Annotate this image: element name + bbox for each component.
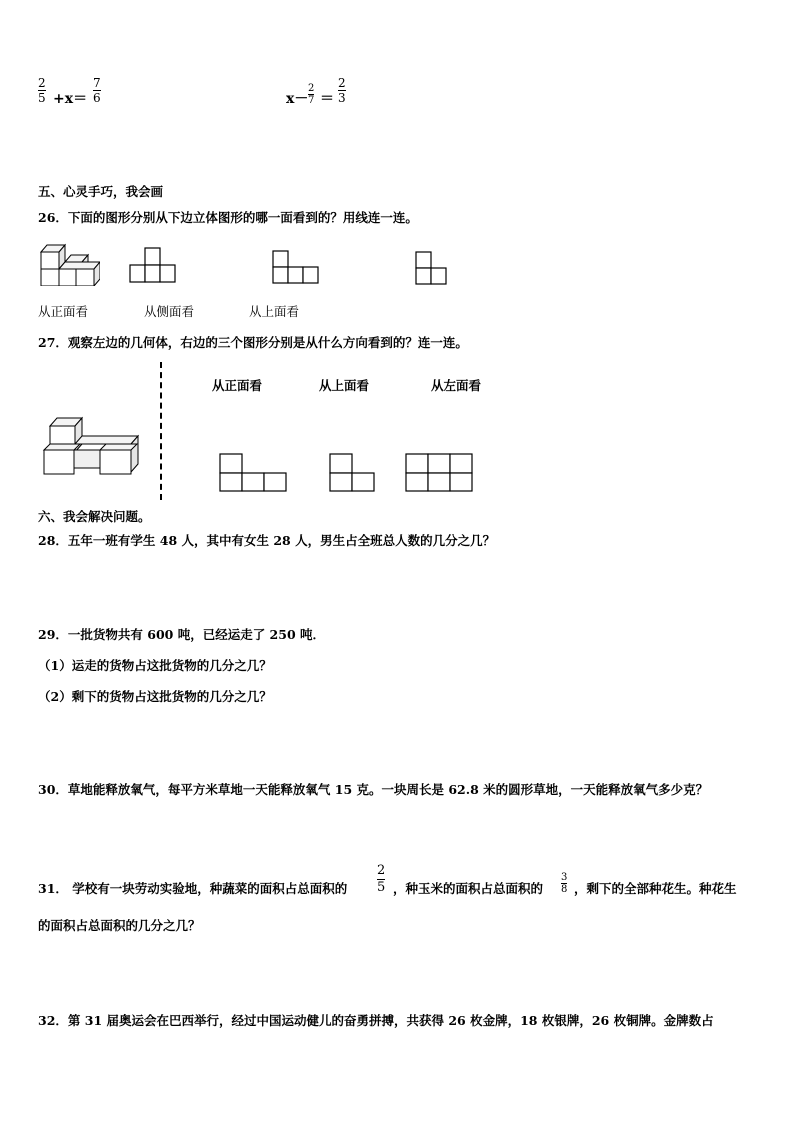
numerator: 7 (93, 76, 101, 90)
fraction (38, 76, 46, 105)
q31-text-part-2: ，种玉米的面积占总面积的 (393, 881, 544, 896)
denominator: 5 (38, 91, 46, 105)
question-32-text: 32．第 31 届奥运会在巴西举行，经过中国运动健儿的奋勇拼搏，共获得 26 枚金牌，18 枚银牌，26 枚铜牌。金牌数占 (38, 1013, 714, 1028)
question-27-text: 27．观察左边的几何体，右边的三个图形分别是从什么方向看到的？连一连。 (38, 335, 468, 350)
denominator: 6 (93, 91, 101, 105)
question-30-text: 30．草地能释放氧气，每平方米草地一天能释放氧气 15 克。一块周长是 62.8 米的圆形草地，一天能释放氧气多少克？ (38, 782, 709, 797)
question-29-text: 29．一批货物共有 600 吨，已经运走了 250 吨． (38, 627, 325, 642)
section-6-title: 六、我会解决问题。 (38, 509, 151, 524)
q27-solid-figure (40, 412, 140, 476)
dashed-divider (160, 362, 162, 500)
q26-view-figure-3 (414, 250, 450, 286)
q26-label-top: 从上面看 (249, 304, 300, 319)
denominator: 3 (338, 91, 346, 105)
numerator: 2 (38, 76, 46, 90)
question-28-text: 28．五年一班有学生 48 人，其中有女生 28 人，男生占全班总人数的几分之几？ (38, 533, 496, 548)
q27-header-front: 从正面看 (212, 378, 263, 393)
equation-operator: ＝ (320, 91, 334, 107)
fraction (93, 76, 101, 105)
q27-view-figure-3 (404, 452, 476, 494)
q26-view-figure-1 (129, 246, 177, 284)
q31-text-part-3: ，剩下的全部种花生。种花生 (574, 881, 737, 896)
q26-view-figure-2 (271, 249, 321, 285)
question-31-line-1 (38, 879, 347, 897)
numerator: 2 (377, 863, 386, 878)
question-31-line-2: 的面积占总面积的几分之几？ (38, 918, 201, 933)
equation-lead: x－ (286, 91, 309, 107)
question-26-text: 26．下面的图形分别从下边立体图形的哪一面看到的？用线连一连。 (38, 210, 418, 225)
denominator: 7 (308, 95, 315, 106)
q31-fraction-1 (377, 863, 385, 896)
q26-solid-figure (38, 242, 100, 286)
q27-header-left: 从左面看 (431, 378, 482, 393)
q27-header-top: 从上面看 (319, 378, 370, 393)
q27-view-figure-2 (328, 452, 378, 494)
section-5-title: 五、心灵手巧，我会画 (38, 184, 164, 199)
fraction (308, 83, 314, 106)
numerator: 2 (308, 83, 315, 94)
q27-view-figure-1 (218, 452, 290, 494)
equation-operator: +x＝ (53, 91, 88, 107)
fraction (338, 76, 346, 105)
numerator: 2 (338, 76, 346, 90)
question-29-sub-1: （1）运走的货物占这批货物的几分之几？ (38, 658, 272, 673)
denominator: 5 (377, 880, 386, 895)
q31-text-part-1: 31． 学校有一块劳动实验地，种蔬菜的面积占总面积的 (38, 881, 348, 896)
numerator: 3 (561, 872, 568, 883)
denominator: 8 (561, 884, 568, 895)
q26-label-side: 从侧面看 (144, 304, 195, 319)
question-29-sub-2: （2）剩下的货物占这批货物的几分之几？ (38, 689, 272, 704)
q31-fraction-2 (561, 872, 567, 895)
q26-label-front: 从正面看 (38, 304, 89, 319)
